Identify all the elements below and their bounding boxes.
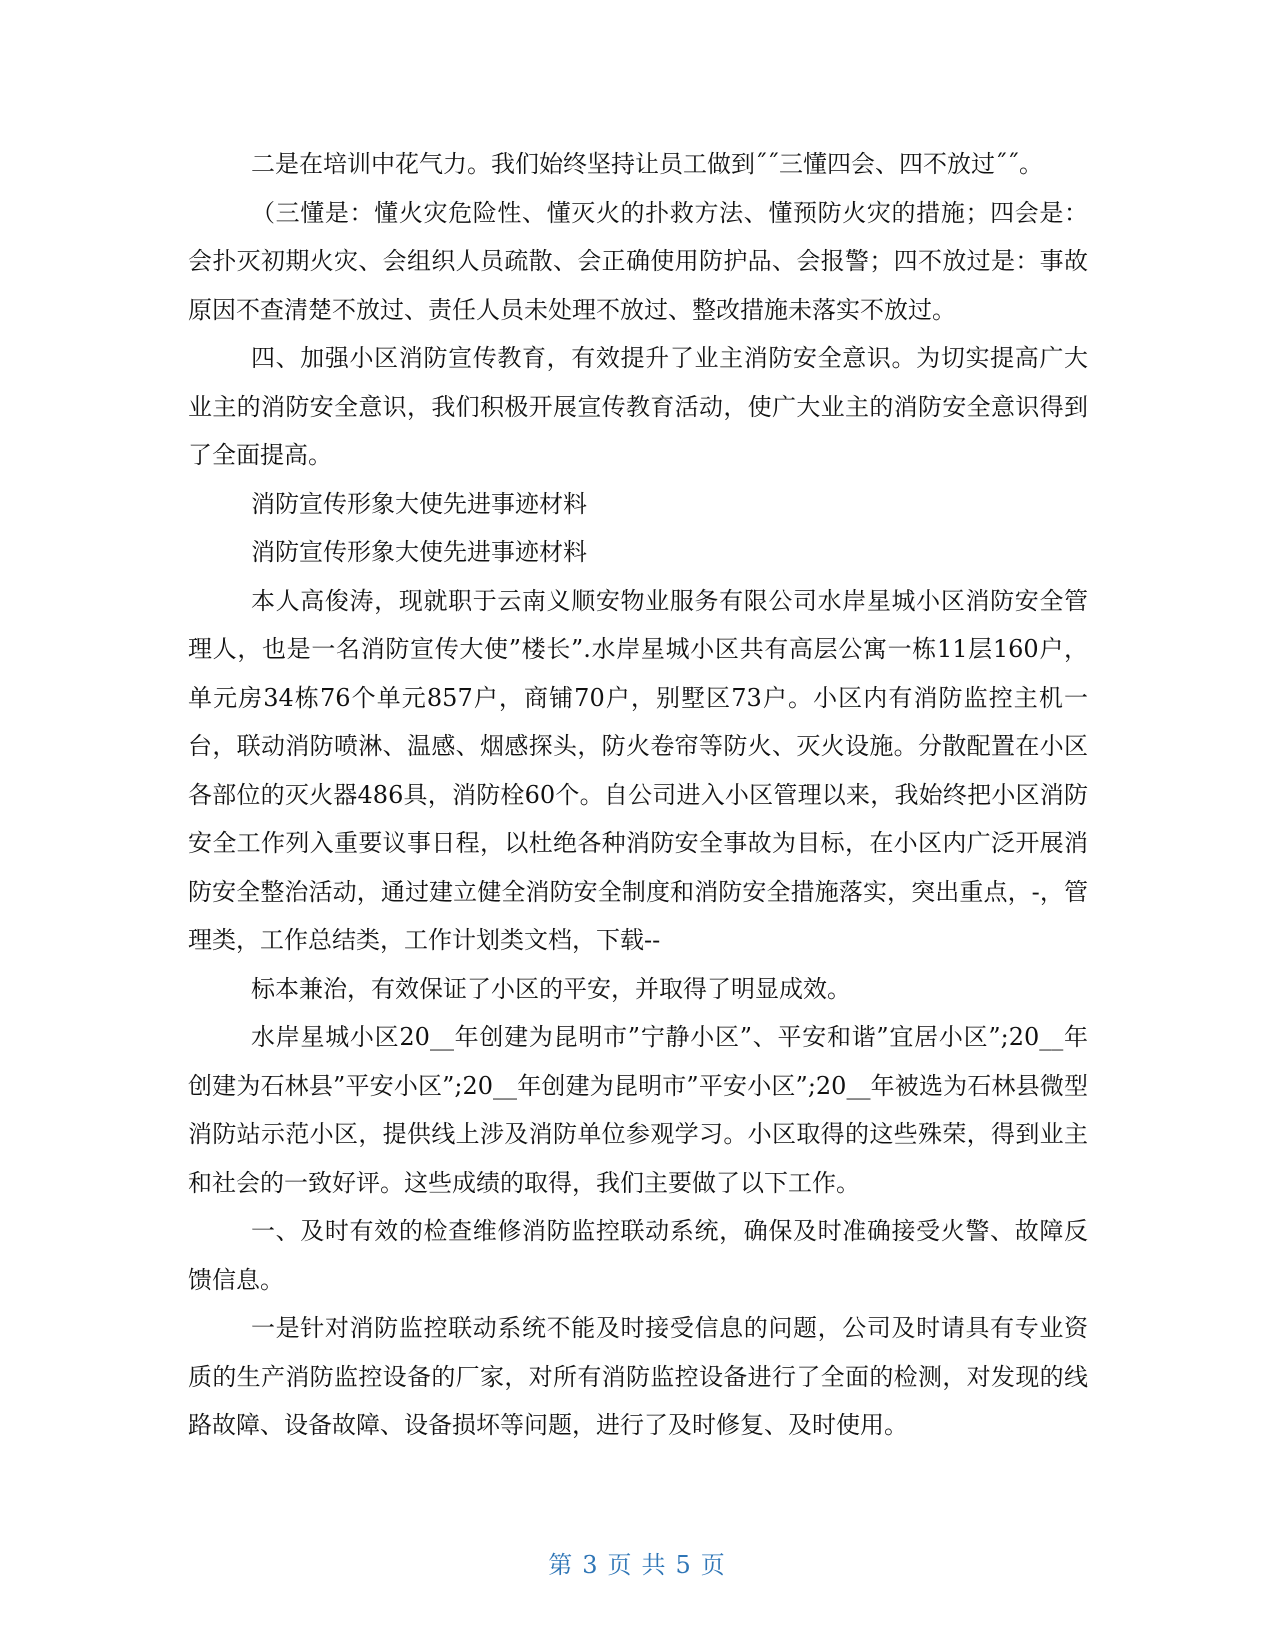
footer-total-pages: 5 <box>675 1551 693 1579</box>
document-body <box>188 140 1088 1450</box>
paragraph-publicity-education: 四、加强小区消防宣传教育，有效提升了业主消防安全意识。为切实提高广大业主的消防安全意识，我们积极开展宣传教育活动，使广大业主的消防安全意识得到了全面提高。 <box>188 344 1088 469</box>
footer-label-total: 共 <box>641 1551 668 1579</box>
footer-label-page: 第 <box>548 1551 575 1579</box>
footer-label-page-unit: 页 <box>607 1551 634 1579</box>
section-heading: 消防宣传形象大使先进事迹材料 <box>251 489 587 518</box>
paragraph-results: 标本兼治，有效保证了小区的平安，并取得了明显成效。 <box>251 974 851 1003</box>
paragraph-three-four-rules: （三懂是：懂火灾危险性、懂灭火的扑救方法、懂预防火灾的措施；四会是：会扑灭初期火灾、会组织人员疏散、会正确使用防护品、会报警；四不放过是：事故原因不查清楚不放过、责任人员未处理不放过、整改措施未落实不放过。 <box>188 198 1088 324</box>
paragraph-point-one: 一、及时有效的检查维修消防监控联动系统，确保及时准确接受火警、故障反馈信息。 <box>188 1217 1088 1294</box>
paragraph-introduction: 本人高俊涛，现就职于云南义顺安物业服务有限公司水岸星城小区消防安全管理人，也是一名消防宣传大使”楼长”.水岸星城小区共有高层公寓一栋11层160户，单元房34栋76个单元857户，商铺70户，别墅区73户。小区内有消防监控主机一台，联动消防喷淋、温感、烟感探头，防火卷帘等防火、灭火设施。分散配置在小区各部位的灭火器486具，消防栓60个。自公司进入小区管理以来，我始终把小区消防安全工作列入重要议事日程，以杜绝各种消防安全事故为目标，在小区内广泛开展消防安全整治活动，通过建立健全消防安全制度和消防安全措施落实，突出重点，-，管理类，工作总结类，工作计划类文档，下载-- <box>188 586 1088 954</box>
page-number-footer <box>0 1545 1275 1580</box>
paragraph-training: 二是在培训中花气力。我们始终坚持让员工做到˝˝三懂四会、四不放过˝˝。 <box>251 150 1043 178</box>
footer-current-page: 3 <box>582 1551 600 1579</box>
paragraph-honors: 水岸星城小区20__年创建为昆明市”宁静小区”、平安和谐”宜居小区”;20__年创建为石林县”平安小区”;20__年创建为昆明市”平安小区”;20__年被选为石林县微型消防站示范小区，提供线上涉及消防单位参观学习。小区取得的这些殊荣，得到业主和社会的一致好评。这些成绩的取得，我们主要做了以下工作。 <box>188 1023 1088 1197</box>
footer-label-total-unit: 页 <box>700 1551 727 1579</box>
paragraph-point-one-detail: 一是针对消防监控联动系统不能及时接受信息的问题，公司及时请具有专业资质的生产消防监控设备的厂家，对所有消防监控设备进行了全面的检测，对发现的线路故障、设备故障、设备损坏等问题，进行了及时修复、及时使用。 <box>188 1314 1088 1439</box>
section-heading-repeat: 消防宣传形象大使先进事迹材料 <box>251 538 587 566</box>
